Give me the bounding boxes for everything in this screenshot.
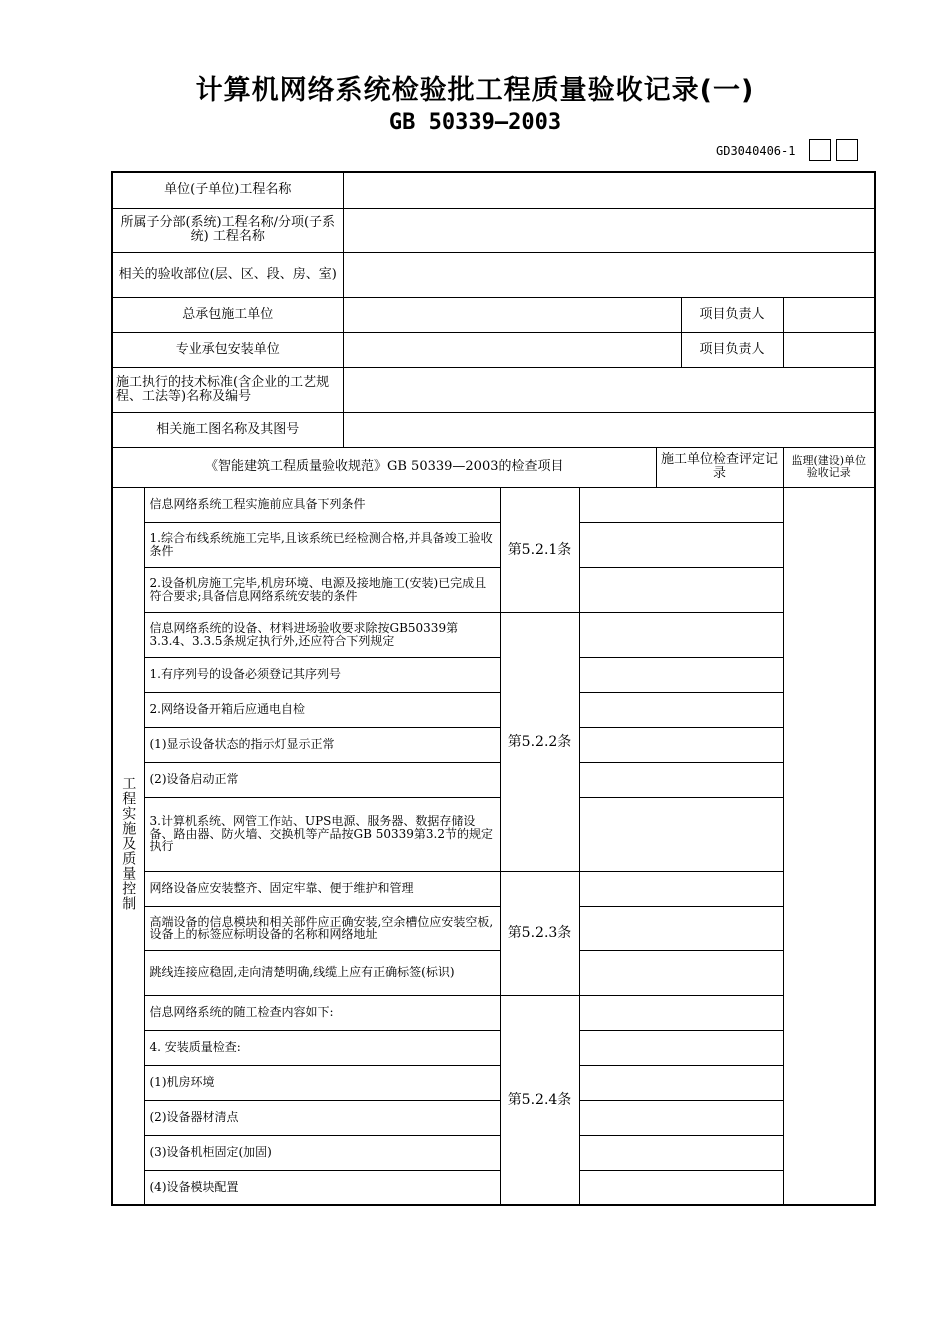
section-label: 工程实施及质量控制 xyxy=(120,776,137,912)
construction-record-header: 施工单位检查评定记录 xyxy=(656,447,783,487)
check-items-header: 《智能建筑工程质量验收规范》GB 50339—2003的检查项目 xyxy=(112,447,656,487)
specialty-contractor-label: 专业承包安装单位 xyxy=(112,332,343,367)
sub-project-value[interactable] xyxy=(343,208,875,252)
construction-record-cell[interactable] xyxy=(579,692,783,727)
drawings-label: 相关施工图名称及其图号 xyxy=(112,412,343,447)
check-item: 信息网络系统工程实施前应具备下列条件 xyxy=(144,487,500,522)
section-label-cell xyxy=(112,487,144,1205)
construction-record-cell[interactable] xyxy=(579,1135,783,1170)
drawings-value[interactable] xyxy=(343,412,875,447)
check-item: (2)设备器材清点 xyxy=(144,1100,500,1135)
check-item: (3)设备机柜固定(加固) xyxy=(144,1135,500,1170)
construction-record-cell[interactable] xyxy=(579,1065,783,1100)
check-item: 1.综合布线系统施工完毕,且该系统已经检测合格,并具备竣工验收条件 xyxy=(144,522,500,567)
clause-5-2-2: 第5.2.2条 xyxy=(500,612,579,871)
construction-record-cell[interactable] xyxy=(579,871,783,906)
construction-record-cell[interactable] xyxy=(579,950,783,995)
project-leader-value-2[interactable] xyxy=(783,332,875,367)
tech-standard-value[interactable] xyxy=(343,367,875,412)
check-item: 4. 安装质量检查: xyxy=(144,1030,500,1065)
tech-standard-label: 施工执行的技术标准(含企业的工艺规程、工法等)名称及编号 xyxy=(112,367,343,412)
construction-record-cell[interactable] xyxy=(579,797,783,871)
construction-record-cell[interactable] xyxy=(579,1100,783,1135)
construction-record-cell[interactable] xyxy=(579,727,783,762)
check-item: 2.网络设备开箱后应通电自检 xyxy=(144,692,500,727)
clause-5-2-4: 第5.2.4条 xyxy=(500,995,579,1205)
check-item: (1)机房环境 xyxy=(144,1065,500,1100)
construction-record-cell[interactable] xyxy=(579,762,783,797)
construction-record-cell[interactable] xyxy=(579,567,783,612)
check-item: 高端设备的信息模块和相关部件应正确安装,空余槽位应安装空板,设备上的标签应标明设备的名称和网络地址 xyxy=(144,906,500,950)
project-leader-label-1: 项目负责人 xyxy=(681,297,783,332)
check-item: 1.有序列号的设备必须登记其序列号 xyxy=(144,657,500,692)
inspection-record-table xyxy=(111,171,876,1206)
check-item: 网络设备应安装整齐、固定牢靠、便于维护和管理 xyxy=(144,871,500,906)
check-item: 信息网络系统的随工检查内容如下: xyxy=(144,995,500,1030)
construction-record-cell[interactable] xyxy=(579,995,783,1030)
construction-record-cell[interactable] xyxy=(579,612,783,657)
sub-project-label: 所属子分部(系统)工程名称/分项(子系统) 工程名称 xyxy=(112,208,343,252)
check-item: 3.计算机系统、网管工作站、UPS电源、服务器、数据存储设备、路由器、防火墙、交换机等产品按GB 50339第3.2节的规定执行 xyxy=(144,797,500,871)
check-item: 跳线连接应稳固,走向清楚明确,线缆上应有正确标签(标识) xyxy=(144,950,500,995)
construction-record-cell[interactable] xyxy=(579,1170,783,1205)
location-label: 相关的验收部位(层、区、段、房、室) xyxy=(112,252,343,297)
construction-record-cell[interactable] xyxy=(579,487,783,522)
specialty-contractor-value[interactable] xyxy=(343,332,681,367)
project-leader-label-2: 项目负责人 xyxy=(681,332,783,367)
construction-record-cell[interactable] xyxy=(579,1030,783,1065)
check-item: (1)显示设备状态的指示灯显示正常 xyxy=(144,727,500,762)
clause-5-2-1: 第5.2.1条 xyxy=(500,487,579,612)
construction-record-cell[interactable] xyxy=(579,906,783,950)
supervision-record-header: 监理(建设)单位验收记录 xyxy=(783,447,875,487)
form-code-box-2[interactable] xyxy=(836,139,858,161)
unit-project-label: 单位(子单位)工程名称 xyxy=(112,172,343,208)
unit-project-value[interactable] xyxy=(343,172,875,208)
check-item: 信息网络系统的设备、材料进场验收要求除按GB50339第3.3.4、3.3.5条规定执行外,还应符合下列规定 xyxy=(144,612,500,657)
form-code-box-1[interactable] xyxy=(809,139,831,161)
check-item: 2.设备机房施工完毕,机房环境、电源及接地施工(安装)已完成且符合要求;具备信息网络系统安装的条件 xyxy=(144,567,500,612)
document-title: 计算机网络系统检验批工程质量验收记录(一) xyxy=(195,75,755,106)
general-contractor-value[interactable] xyxy=(343,297,681,332)
construction-record-cell[interactable] xyxy=(579,522,783,567)
project-leader-value-1[interactable] xyxy=(783,297,875,332)
form-code: GD3040406-1 xyxy=(716,144,796,158)
construction-record-cell[interactable] xyxy=(579,657,783,692)
location-value[interactable] xyxy=(343,252,875,297)
clause-5-2-3: 第5.2.3条 xyxy=(500,871,579,995)
supervision-record-cell[interactable] xyxy=(783,487,875,1205)
check-item: (4)设备模块配置 xyxy=(144,1170,500,1205)
general-contractor-label: 总承包施工单位 xyxy=(112,297,343,332)
check-item: (2)设备启动正常 xyxy=(144,762,500,797)
standard-number: GB 50339—2003 xyxy=(388,110,562,135)
